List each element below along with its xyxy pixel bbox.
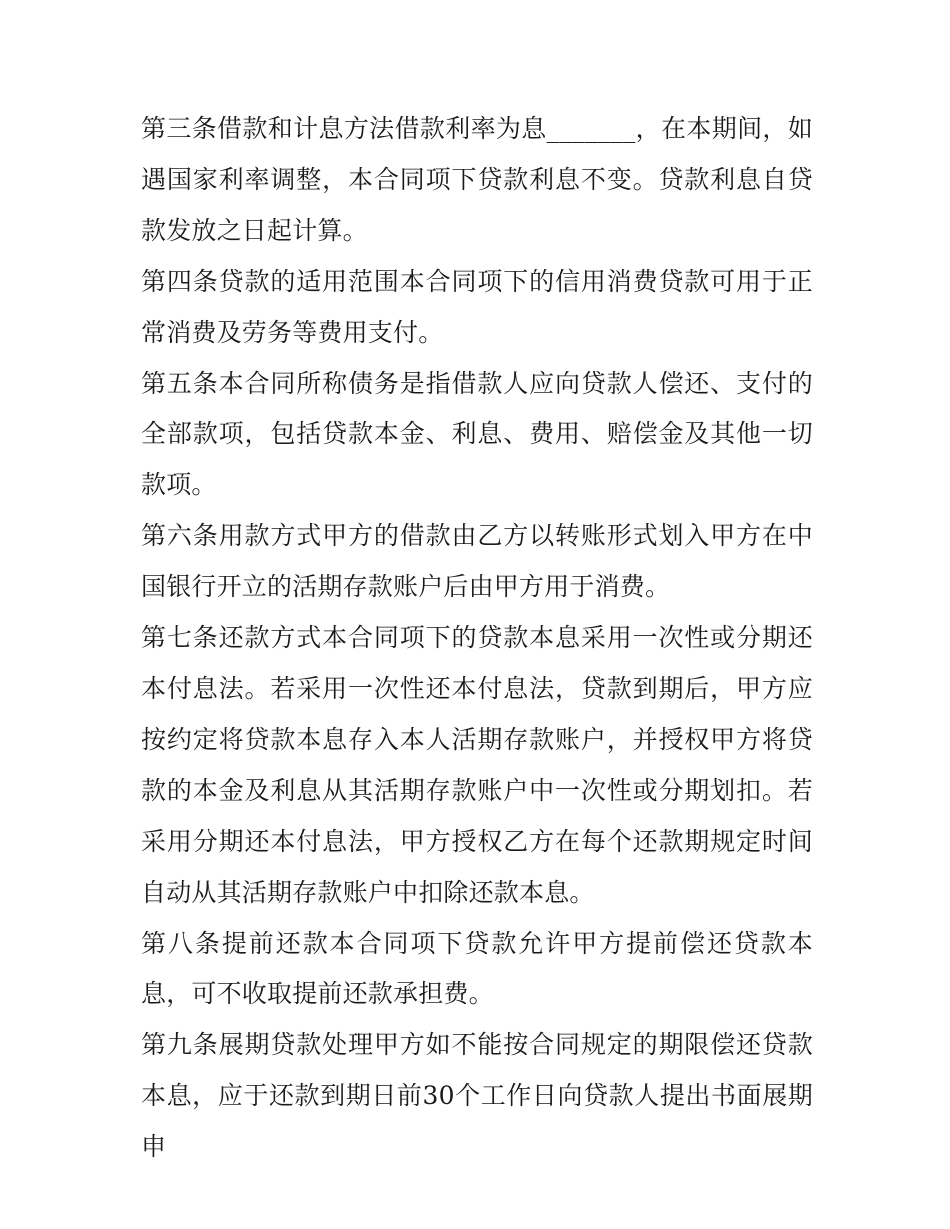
- article-4-paragraph: 第四条贷款的适用范围本合同项下的信用消费贷款可用于正常消费及劳务等费用支付。: [141, 266, 813, 347]
- document-body: [141, 104, 813, 1173]
- article-8-paragraph: 第八条提前还款本合同项下贷款允许甲方提前偿还贷款本息，可不收取提前还款承担费。: [141, 928, 813, 1009]
- article-9-paragraph: 第九条展期贷款处理甲方如不能按合同规定的期限偿还贷款本息，应于还款到期日前30个工作日向贷款人提出书面展期申: [141, 1030, 813, 1162]
- article-7-paragraph: 第七条还款方式本合同项下的贷款本息采用一次性或分期还本付息法。若采用一次性还本付息法，贷款到期后，甲方应按约定将贷款本息存入本人活期存款账户，并授权甲方将贷款的本金及利息从其活期存款账户中一次性或分期划扣。若采用分期还本付息法，甲方授权乙方在每个还款期规定时间自动从其活期存款账户中扣除还款本息。: [141, 623, 813, 907]
- article-5-paragraph: 第五条本合同所称债务是指借款人应向贷款人偿还、支付的全部款项，包括贷款本金、利息、费用、赔偿金及其他一切款项。: [141, 368, 813, 500]
- article-3-paragraph: 第三条借款和计息方法借款利率为息_______，在本期间，如遇国家利率调整，本合同项下贷款利息不变。贷款利息自贷款发放之日起计算。: [141, 114, 813, 245]
- article-6-paragraph: 第六条用款方式甲方的借款由乙方以转账形式划入甲方在中国银行开立的活期存款账户后由甲方用于消费。: [141, 521, 813, 602]
